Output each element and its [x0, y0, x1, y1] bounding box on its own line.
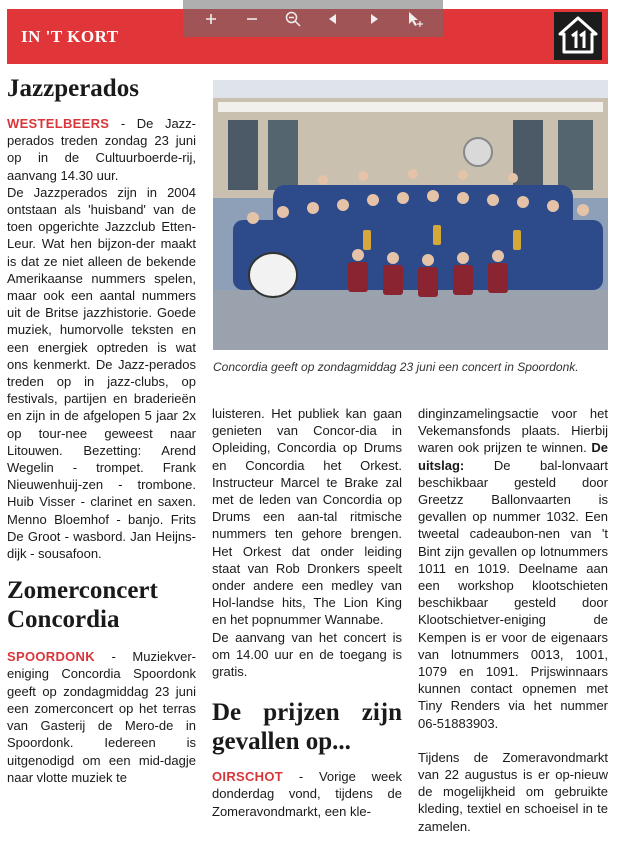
column-2	[212, 405, 402, 820]
article-title-prijzen: De prijzen zijn gevallen op...	[212, 699, 402, 756]
article-body	[7, 648, 196, 786]
section-title: IN 'T KORT	[21, 27, 119, 46]
next-icon[interactable]	[361, 6, 387, 32]
body-text: - Muziekver-eniging Concordia Spoordonk geeft op zondagmiddag 23 juni een zomerconcert op het terras van Gasterij de Mero-de in Spoordonk. Iedereen is uitgenodigd om een mid-dagje naar vlotte muziek te	[7, 649, 196, 785]
zoom-reset-icon[interactable]	[280, 6, 306, 32]
location-label: WESTELBEERS	[7, 116, 110, 131]
select-cursor-icon[interactable]	[402, 6, 428, 32]
body-text: De bal-lonvaart beschikbaar gesteld door Greetzz Ballonvaarten is gevallen op nummer 1032. Een tweetal cadeaubon-nen van 't Bint zijn gevallen op lotnummers 1011 en 1019. Deelname aan een workshop klootschieten beschikbaar gesteld door Klootschietver-eniging de Kempen is er voor de eigenaars van lotnummers 0013, 1001, 1079 en 1091. Prijswinnaars kunnen contact opnemen met Tiny Renders via het nummer 06-51883903.	[418, 457, 608, 731]
article-body: Tijdens de Zomeravondmarkt van 22 augustus is er op-nieuw de mogelijkheid om gebruikte kleding, textiel en schoeisel in te zamelen.	[418, 749, 608, 834]
article-body: De aanvang van het concert is om 14.00 uur en de toegang is gratis.	[212, 629, 402, 680]
location-label: OIRSCHOT	[212, 769, 284, 785]
article-body	[418, 405, 608, 732]
body-text: dinginzamelingsactie voor het Vekemansfonds plaats. Hierbij waren ook prijzen te winnen.	[418, 406, 608, 456]
result-label: De uitslag:	[418, 440, 608, 473]
previous-icon[interactable]	[320, 6, 346, 32]
article-intro	[7, 115, 196, 184]
article-body: luisteren. Het publiek kan gaan genieten van Concor-dia in Opleiding, Concordia op Drums en Concordia het Orkest. Instructeur Marcel te Brake zal met de leden van Concordia op Drums een aan-tal ritmische nummers ten gehore brengen. Het Orkest dat onder leiding staat van Rob Dronkers speelt onder andere een medley van Hol-landse hits, The Lion King en het popnummer Wannabe.	[212, 406, 402, 628]
article-body: De Jazzperados zijn in 2004 ontstaan als 'huisband' van de toen opgerichte Jazzclub Etten-Leur. Wat hen bijzon-der maakt is dat ze niet alleen de bekende Amerikaanse nummers spelen, maar ook een aantal nummers uit de Britse jazzhistorie. Goede muziek, humorvolle teksten en een energiek optreden is wat ons kenmerkt. De Jazz-perados treden op in jazz-clubs, op festivals, partijen en braderieën en zijn in de afgelopen 5 jaar 2x op tour-nee geweest naar Litouwen. Bezetting: Arend Wegelin - trompet. Frank Nieuwenhuij-zen - trombone. Huib Visser - clarinet en saxen. Menno Bloemhof - banjo. Frits De Groot - wasbord. Jan Heijns-dijk - sousafoon.	[7, 184, 196, 562]
location-label: SPOORDONK	[7, 649, 95, 665]
zoom-in-icon[interactable]	[198, 6, 224, 32]
concert-photo	[213, 80, 608, 350]
intro-text: - De Jazz-perados treden zondag 23 juni op in de Cultuurboerde-rij, aanvang 14.30 uur.	[7, 116, 196, 183]
body-text: - Vorige week donderdag vond, tijdens de Zomeravondmarkt, een kle-	[212, 769, 402, 819]
photo-caption: Concordia geeft op zondagmiddag 23 juni een concert in Spoordonk.	[213, 360, 579, 374]
article-body	[212, 768, 402, 820]
column-1	[7, 72, 196, 786]
column-3	[418, 405, 608, 835]
article-title-jazzperados: Jazzperados	[7, 75, 139, 102]
zoom-out-icon[interactable]	[239, 6, 265, 32]
article-title-zomerconcert: Zomerconcert Concordia	[7, 577, 158, 634]
house-logo-icon	[554, 12, 602, 60]
viewer-toolbar	[183, 0, 443, 37]
